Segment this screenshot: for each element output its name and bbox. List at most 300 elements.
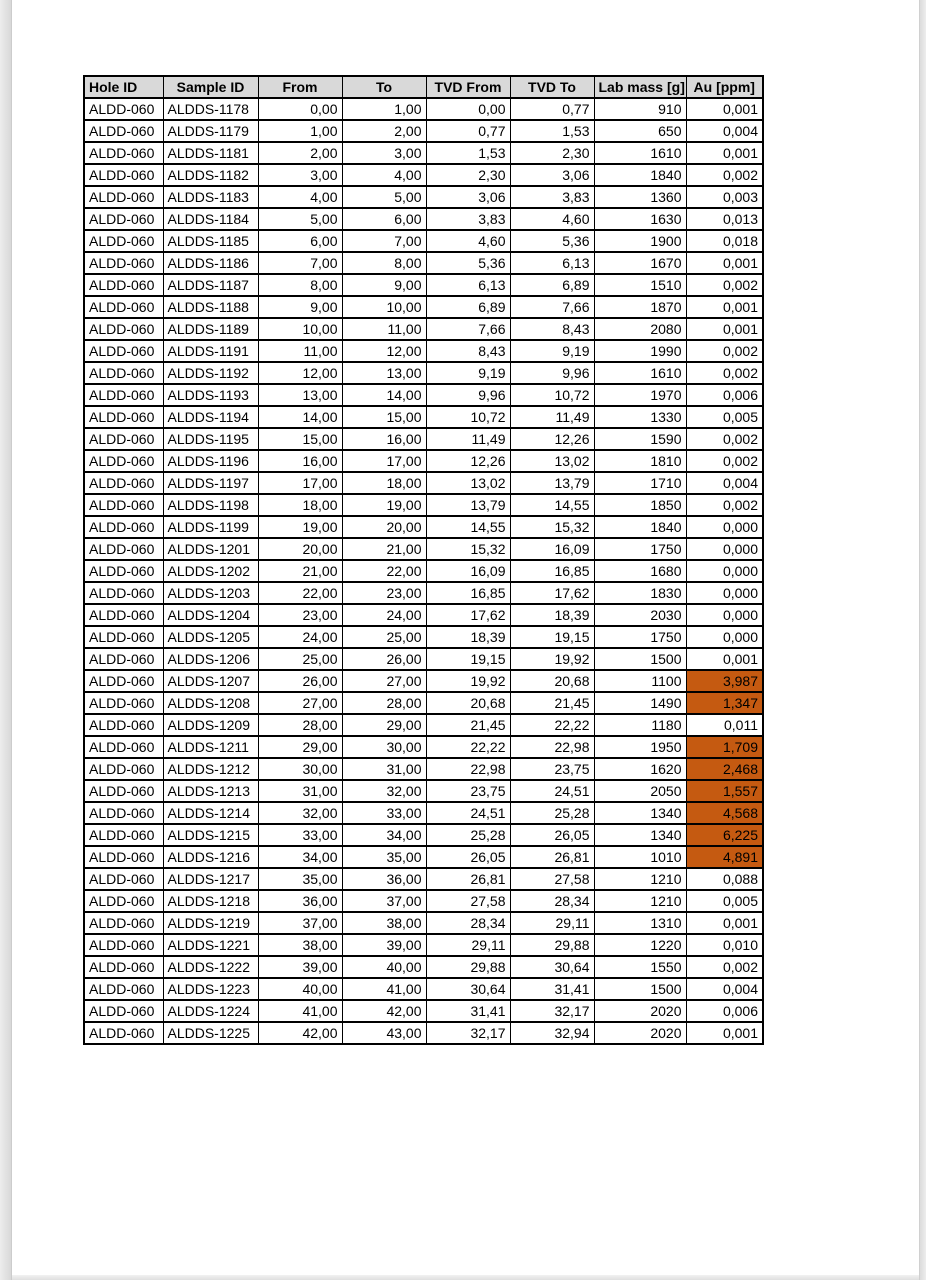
to-cell: 3,00 — [342, 142, 426, 164]
to-cell: 8,00 — [342, 252, 426, 274]
au-ppm-cell: 0,002 — [686, 450, 763, 472]
to-cell: 5,00 — [342, 186, 426, 208]
lab-mass-cell: 1630 — [594, 208, 686, 230]
from-cell: 36,00 — [258, 890, 342, 912]
tvd-to-cell: 10,72 — [510, 384, 594, 406]
lab-mass-cell: 1840 — [594, 516, 686, 538]
to-cell: 21,00 — [342, 538, 426, 560]
sample-id-cell: ALDDS-1186 — [163, 252, 258, 274]
table-row — [84, 560, 763, 582]
col-header-lab-mass: Lab mass [g] — [594, 76, 686, 98]
from-cell: 34,00 — [258, 846, 342, 868]
lab-mass-cell: 1500 — [594, 978, 686, 1000]
hole-id-cell: ALDD-060 — [84, 362, 163, 384]
from-cell: 41,00 — [258, 1000, 342, 1022]
tvd-from-cell: 10,72 — [426, 406, 510, 428]
sample-id-cell: ALDDS-1179 — [163, 120, 258, 142]
sample-id-cell: ALDDS-1203 — [163, 582, 258, 604]
from-cell: 20,00 — [258, 538, 342, 560]
page-edge-bottom — [12, 1275, 919, 1280]
table-row — [84, 516, 763, 538]
hole-id-cell: ALDD-060 — [84, 846, 163, 868]
from-cell: 16,00 — [258, 450, 342, 472]
table-row — [84, 428, 763, 450]
lab-mass-cell: 1210 — [594, 868, 686, 890]
tvd-from-cell: 20,68 — [426, 692, 510, 714]
from-cell: 6,00 — [258, 230, 342, 252]
au-ppm-cell: 0,002 — [686, 362, 763, 384]
tvd-from-cell: 17,62 — [426, 604, 510, 626]
lab-mass-cell: 1010 — [594, 846, 686, 868]
lab-mass-cell: 1510 — [594, 274, 686, 296]
table-row — [84, 736, 763, 758]
table-row — [84, 934, 763, 956]
assay-table-body — [84, 98, 763, 1044]
tvd-from-cell: 13,02 — [426, 472, 510, 494]
tvd-to-cell: 1,53 — [510, 120, 594, 142]
sample-id-cell: ALDDS-1198 — [163, 494, 258, 516]
table-row — [84, 252, 763, 274]
hole-id-cell: ALDD-060 — [84, 208, 163, 230]
table-row — [84, 648, 763, 670]
tvd-from-cell: 13,79 — [426, 494, 510, 516]
au-ppm-cell: 0,002 — [686, 956, 763, 978]
table-row — [84, 582, 763, 604]
lab-mass-cell: 1670 — [594, 252, 686, 274]
hole-id-cell: ALDD-060 — [84, 582, 163, 604]
table-row — [84, 494, 763, 516]
hole-id-cell: ALDD-060 — [84, 648, 163, 670]
table-row — [84, 164, 763, 186]
hole-id-cell: ALDD-060 — [84, 274, 163, 296]
sample-id-cell: ALDDS-1216 — [163, 846, 258, 868]
from-cell: 0,00 — [258, 98, 342, 120]
hole-id-cell: ALDD-060 — [84, 120, 163, 142]
lab-mass-cell: 1490 — [594, 692, 686, 714]
table-row — [84, 802, 763, 824]
au-ppm-cell: 0,002 — [686, 428, 763, 450]
lab-mass-cell: 1680 — [594, 560, 686, 582]
table-row — [84, 538, 763, 560]
lab-mass-cell: 2020 — [594, 1000, 686, 1022]
sample-id-cell: ALDDS-1218 — [163, 890, 258, 912]
tvd-to-cell: 32,17 — [510, 1000, 594, 1022]
from-cell: 3,00 — [258, 164, 342, 186]
hole-id-cell: ALDD-060 — [84, 714, 163, 736]
lab-mass-cell: 2030 — [594, 604, 686, 626]
hole-id-cell: ALDD-060 — [84, 428, 163, 450]
from-cell: 5,00 — [258, 208, 342, 230]
table-row — [84, 98, 763, 120]
au-ppm-cell: 0,003 — [686, 186, 763, 208]
hole-id-cell: ALDD-060 — [84, 692, 163, 714]
au-ppm-cell: 0,001 — [686, 252, 763, 274]
tvd-to-cell: 21,45 — [510, 692, 594, 714]
table-row — [84, 890, 763, 912]
hole-id-cell: ALDD-060 — [84, 186, 163, 208]
to-cell: 40,00 — [342, 956, 426, 978]
sample-id-cell: ALDDS-1185 — [163, 230, 258, 252]
from-cell: 39,00 — [258, 956, 342, 978]
to-cell: 11,00 — [342, 318, 426, 340]
tvd-to-cell: 17,62 — [510, 582, 594, 604]
sample-id-cell: ALDDS-1181 — [163, 142, 258, 164]
from-cell: 40,00 — [258, 978, 342, 1000]
from-cell: 33,00 — [258, 824, 342, 846]
from-cell: 22,00 — [258, 582, 342, 604]
from-cell: 12,00 — [258, 362, 342, 384]
lab-mass-cell: 1180 — [594, 714, 686, 736]
tvd-from-cell: 12,26 — [426, 450, 510, 472]
lab-mass-cell: 1830 — [594, 582, 686, 604]
au-ppm-cell: 0,001 — [686, 142, 763, 164]
au-ppm-cell: 0,000 — [686, 516, 763, 538]
tvd-to-cell: 14,55 — [510, 494, 594, 516]
tvd-from-cell: 3,83 — [426, 208, 510, 230]
sample-id-cell: ALDDS-1209 — [163, 714, 258, 736]
sample-id-cell: ALDDS-1224 — [163, 1000, 258, 1022]
tvd-from-cell: 30,64 — [426, 978, 510, 1000]
from-cell: 17,00 — [258, 472, 342, 494]
au-ppm-cell: 0,002 — [686, 274, 763, 296]
to-cell: 13,00 — [342, 362, 426, 384]
to-cell: 2,00 — [342, 120, 426, 142]
tvd-from-cell: 26,05 — [426, 846, 510, 868]
table-row — [84, 208, 763, 230]
au-ppm-cell: 0,000 — [686, 560, 763, 582]
hole-id-cell: ALDD-060 — [84, 296, 163, 318]
from-cell: 10,00 — [258, 318, 342, 340]
tvd-from-cell: 29,11 — [426, 934, 510, 956]
from-cell: 24,00 — [258, 626, 342, 648]
hole-id-cell: ALDD-060 — [84, 780, 163, 802]
sample-id-cell: ALDDS-1221 — [163, 934, 258, 956]
tvd-to-cell: 25,28 — [510, 802, 594, 824]
lab-mass-cell: 2080 — [594, 318, 686, 340]
page-edge-left — [0, 0, 12, 1280]
lab-mass-cell: 1340 — [594, 802, 686, 824]
au-ppm-cell: 0,002 — [686, 164, 763, 186]
table-row — [84, 692, 763, 714]
to-cell: 35,00 — [342, 846, 426, 868]
tvd-from-cell: 6,13 — [426, 274, 510, 296]
hole-id-cell: ALDD-060 — [84, 890, 163, 912]
au-ppm-cell: 0,000 — [686, 538, 763, 560]
to-cell: 38,00 — [342, 912, 426, 934]
to-cell: 26,00 — [342, 648, 426, 670]
hole-id-cell: ALDD-060 — [84, 670, 163, 692]
table-row — [84, 956, 763, 978]
col-header-tvd-from: TVD From — [426, 76, 510, 98]
tvd-from-cell: 22,98 — [426, 758, 510, 780]
tvd-to-cell: 29,11 — [510, 912, 594, 934]
hole-id-cell: ALDD-060 — [84, 626, 163, 648]
to-cell: 9,00 — [342, 274, 426, 296]
tvd-to-cell: 22,22 — [510, 714, 594, 736]
to-cell: 29,00 — [342, 714, 426, 736]
lab-mass-cell: 1100 — [594, 670, 686, 692]
au-ppm-cell: 0,018 — [686, 230, 763, 252]
hole-id-cell: ALDD-060 — [84, 934, 163, 956]
au-ppm-cell: 3,987 — [686, 670, 763, 692]
lab-mass-cell: 1900 — [594, 230, 686, 252]
au-ppm-cell: 4,568 — [686, 802, 763, 824]
hole-id-cell: ALDD-060 — [84, 142, 163, 164]
from-cell: 4,00 — [258, 186, 342, 208]
sample-id-cell: ALDDS-1208 — [163, 692, 258, 714]
sample-id-cell: ALDDS-1211 — [163, 736, 258, 758]
au-ppm-cell: 0,013 — [686, 208, 763, 230]
tvd-from-cell: 6,89 — [426, 296, 510, 318]
col-header-from: From — [258, 76, 342, 98]
to-cell: 4,00 — [342, 164, 426, 186]
au-ppm-cell: 2,468 — [686, 758, 763, 780]
tvd-from-cell: 7,66 — [426, 318, 510, 340]
sample-id-cell: ALDDS-1192 — [163, 362, 258, 384]
to-cell: 1,00 — [342, 98, 426, 120]
au-ppm-cell: 0,002 — [686, 340, 763, 362]
tvd-from-cell: 8,43 — [426, 340, 510, 362]
hole-id-cell: ALDD-060 — [84, 956, 163, 978]
col-header-hole-id: Hole ID — [84, 76, 163, 98]
hole-id-cell: ALDD-060 — [84, 384, 163, 406]
sample-id-cell: ALDDS-1195 — [163, 428, 258, 450]
col-header-sample-id: Sample ID — [163, 76, 258, 98]
sample-id-cell: ALDDS-1207 — [163, 670, 258, 692]
au-ppm-cell: 1,709 — [686, 736, 763, 758]
to-cell: 39,00 — [342, 934, 426, 956]
sample-id-cell: ALDDS-1189 — [163, 318, 258, 340]
table-row — [84, 1022, 763, 1044]
hole-id-cell: ALDD-060 — [84, 868, 163, 890]
sample-id-cell: ALDDS-1188 — [163, 296, 258, 318]
table-row — [84, 714, 763, 736]
table-row — [84, 824, 763, 846]
tvd-to-cell: 9,19 — [510, 340, 594, 362]
hole-id-cell: ALDD-060 — [84, 560, 163, 582]
sample-id-cell: ALDDS-1183 — [163, 186, 258, 208]
table-row — [84, 362, 763, 384]
au-ppm-cell: 0,004 — [686, 978, 763, 1000]
from-cell: 1,00 — [258, 120, 342, 142]
au-ppm-cell: 0,001 — [686, 1022, 763, 1044]
au-ppm-cell: 0,005 — [686, 890, 763, 912]
tvd-to-cell: 7,66 — [510, 296, 594, 318]
tvd-from-cell: 16,85 — [426, 582, 510, 604]
sample-id-cell: ALDDS-1202 — [163, 560, 258, 582]
sample-id-cell: ALDDS-1204 — [163, 604, 258, 626]
lab-mass-cell: 1870 — [594, 296, 686, 318]
from-cell: 2,00 — [258, 142, 342, 164]
au-ppm-cell: 0,001 — [686, 912, 763, 934]
to-cell: 15,00 — [342, 406, 426, 428]
tvd-from-cell: 4,60 — [426, 230, 510, 252]
from-cell: 26,00 — [258, 670, 342, 692]
lab-mass-cell: 2050 — [594, 780, 686, 802]
table-row — [84, 230, 763, 252]
to-cell: 20,00 — [342, 516, 426, 538]
from-cell: 9,00 — [258, 296, 342, 318]
table-row — [84, 274, 763, 296]
tvd-from-cell: 32,17 — [426, 1022, 510, 1044]
lab-mass-cell: 1710 — [594, 472, 686, 494]
au-ppm-cell: 6,225 — [686, 824, 763, 846]
to-cell: 42,00 — [342, 1000, 426, 1022]
hole-id-cell: ALDD-060 — [84, 450, 163, 472]
tvd-to-cell: 20,68 — [510, 670, 594, 692]
lab-mass-cell: 650 — [594, 120, 686, 142]
tvd-from-cell: 23,75 — [426, 780, 510, 802]
table-row — [84, 780, 763, 802]
tvd-from-cell: 26,81 — [426, 868, 510, 890]
au-ppm-cell: 4,891 — [686, 846, 763, 868]
hole-id-cell: ALDD-060 — [84, 230, 163, 252]
to-cell: 7,00 — [342, 230, 426, 252]
sample-id-cell: ALDDS-1213 — [163, 780, 258, 802]
tvd-from-cell: 5,36 — [426, 252, 510, 274]
tvd-from-cell: 24,51 — [426, 802, 510, 824]
to-cell: 33,00 — [342, 802, 426, 824]
au-ppm-cell: 0,000 — [686, 626, 763, 648]
sample-id-cell: ALDDS-1199 — [163, 516, 258, 538]
sample-id-cell: ALDDS-1212 — [163, 758, 258, 780]
from-cell: 42,00 — [258, 1022, 342, 1044]
to-cell: 28,00 — [342, 692, 426, 714]
sample-id-cell: ALDDS-1191 — [163, 340, 258, 362]
to-cell: 32,00 — [342, 780, 426, 802]
table-row — [84, 472, 763, 494]
tvd-from-cell: 9,19 — [426, 362, 510, 384]
hole-id-cell: ALDD-060 — [84, 98, 163, 120]
table-row — [84, 868, 763, 890]
sample-id-cell: ALDDS-1217 — [163, 868, 258, 890]
tvd-to-cell: 23,75 — [510, 758, 594, 780]
to-cell: 14,00 — [342, 384, 426, 406]
tvd-from-cell: 29,88 — [426, 956, 510, 978]
lab-mass-cell: 1220 — [594, 934, 686, 956]
tvd-from-cell: 22,22 — [426, 736, 510, 758]
tvd-to-cell: 15,32 — [510, 516, 594, 538]
sample-id-cell: ALDDS-1187 — [163, 274, 258, 296]
hole-id-cell: ALDD-060 — [84, 1000, 163, 1022]
tvd-from-cell: 25,28 — [426, 824, 510, 846]
tvd-to-cell: 29,88 — [510, 934, 594, 956]
hole-id-cell: ALDD-060 — [84, 516, 163, 538]
sample-id-cell: ALDDS-1182 — [163, 164, 258, 186]
to-cell: 22,00 — [342, 560, 426, 582]
to-cell: 37,00 — [342, 890, 426, 912]
to-cell: 31,00 — [342, 758, 426, 780]
tvd-to-cell: 9,96 — [510, 362, 594, 384]
from-cell: 7,00 — [258, 252, 342, 274]
tvd-to-cell: 4,60 — [510, 208, 594, 230]
au-ppm-cell: 0,011 — [686, 714, 763, 736]
lab-mass-cell: 1750 — [594, 538, 686, 560]
lab-mass-cell: 910 — [594, 98, 686, 120]
from-cell: 18,00 — [258, 494, 342, 516]
lab-mass-cell: 1330 — [594, 406, 686, 428]
tvd-from-cell: 19,92 — [426, 670, 510, 692]
tvd-to-cell: 31,41 — [510, 978, 594, 1000]
sample-id-cell: ALDDS-1225 — [163, 1022, 258, 1044]
from-cell: 37,00 — [258, 912, 342, 934]
to-cell: 16,00 — [342, 428, 426, 450]
sample-id-cell: ALDDS-1219 — [163, 912, 258, 934]
tvd-to-cell: 0,77 — [510, 98, 594, 120]
from-cell: 11,00 — [258, 340, 342, 362]
table-row — [84, 846, 763, 868]
tvd-to-cell: 19,15 — [510, 626, 594, 648]
from-cell: 30,00 — [258, 758, 342, 780]
tvd-from-cell: 27,58 — [426, 890, 510, 912]
lab-mass-cell: 1970 — [594, 384, 686, 406]
hole-id-cell: ALDD-060 — [84, 758, 163, 780]
from-cell: 8,00 — [258, 274, 342, 296]
sample-id-cell: ALDDS-1196 — [163, 450, 258, 472]
lab-mass-cell: 1620 — [594, 758, 686, 780]
hole-id-cell: ALDD-060 — [84, 824, 163, 846]
to-cell: 34,00 — [342, 824, 426, 846]
tvd-from-cell: 31,41 — [426, 1000, 510, 1022]
to-cell: 25,00 — [342, 626, 426, 648]
tvd-to-cell: 26,05 — [510, 824, 594, 846]
assay-table — [83, 75, 764, 1045]
table-row — [84, 340, 763, 362]
from-cell: 32,00 — [258, 802, 342, 824]
tvd-from-cell: 19,15 — [426, 648, 510, 670]
from-cell: 14,00 — [258, 406, 342, 428]
tvd-to-cell: 30,64 — [510, 956, 594, 978]
lab-mass-cell: 1810 — [594, 450, 686, 472]
sample-id-cell: ALDDS-1197 — [163, 472, 258, 494]
table-row — [84, 120, 763, 142]
tvd-from-cell: 3,06 — [426, 186, 510, 208]
to-cell: 27,00 — [342, 670, 426, 692]
tvd-from-cell: 18,39 — [426, 626, 510, 648]
tvd-to-cell: 13,02 — [510, 450, 594, 472]
tvd-to-cell: 11,49 — [510, 406, 594, 428]
tvd-to-cell: 32,94 — [510, 1022, 594, 1044]
tvd-from-cell: 2,30 — [426, 164, 510, 186]
from-cell: 13,00 — [258, 384, 342, 406]
from-cell: 28,00 — [258, 714, 342, 736]
tvd-to-cell: 26,81 — [510, 846, 594, 868]
hole-id-cell: ALDD-060 — [84, 1022, 163, 1044]
lab-mass-cell: 1610 — [594, 142, 686, 164]
au-ppm-cell: 0,088 — [686, 868, 763, 890]
tvd-to-cell: 19,92 — [510, 648, 594, 670]
sample-id-cell: ALDDS-1223 — [163, 978, 258, 1000]
au-ppm-cell: 0,006 — [686, 384, 763, 406]
tvd-to-cell: 5,36 — [510, 230, 594, 252]
tvd-to-cell: 2,30 — [510, 142, 594, 164]
to-cell: 12,00 — [342, 340, 426, 362]
table-row — [84, 758, 763, 780]
au-ppm-cell: 0,000 — [686, 582, 763, 604]
hole-id-cell: ALDD-060 — [84, 912, 163, 934]
hole-id-cell: ALDD-060 — [84, 494, 163, 516]
from-cell: 19,00 — [258, 516, 342, 538]
from-cell: 29,00 — [258, 736, 342, 758]
to-cell: 41,00 — [342, 978, 426, 1000]
to-cell: 30,00 — [342, 736, 426, 758]
tvd-to-cell: 12,26 — [510, 428, 594, 450]
to-cell: 24,00 — [342, 604, 426, 626]
tvd-to-cell: 28,34 — [510, 890, 594, 912]
au-ppm-cell: 0,010 — [686, 934, 763, 956]
tvd-from-cell: 0,00 — [426, 98, 510, 120]
tvd-from-cell: 1,53 — [426, 142, 510, 164]
